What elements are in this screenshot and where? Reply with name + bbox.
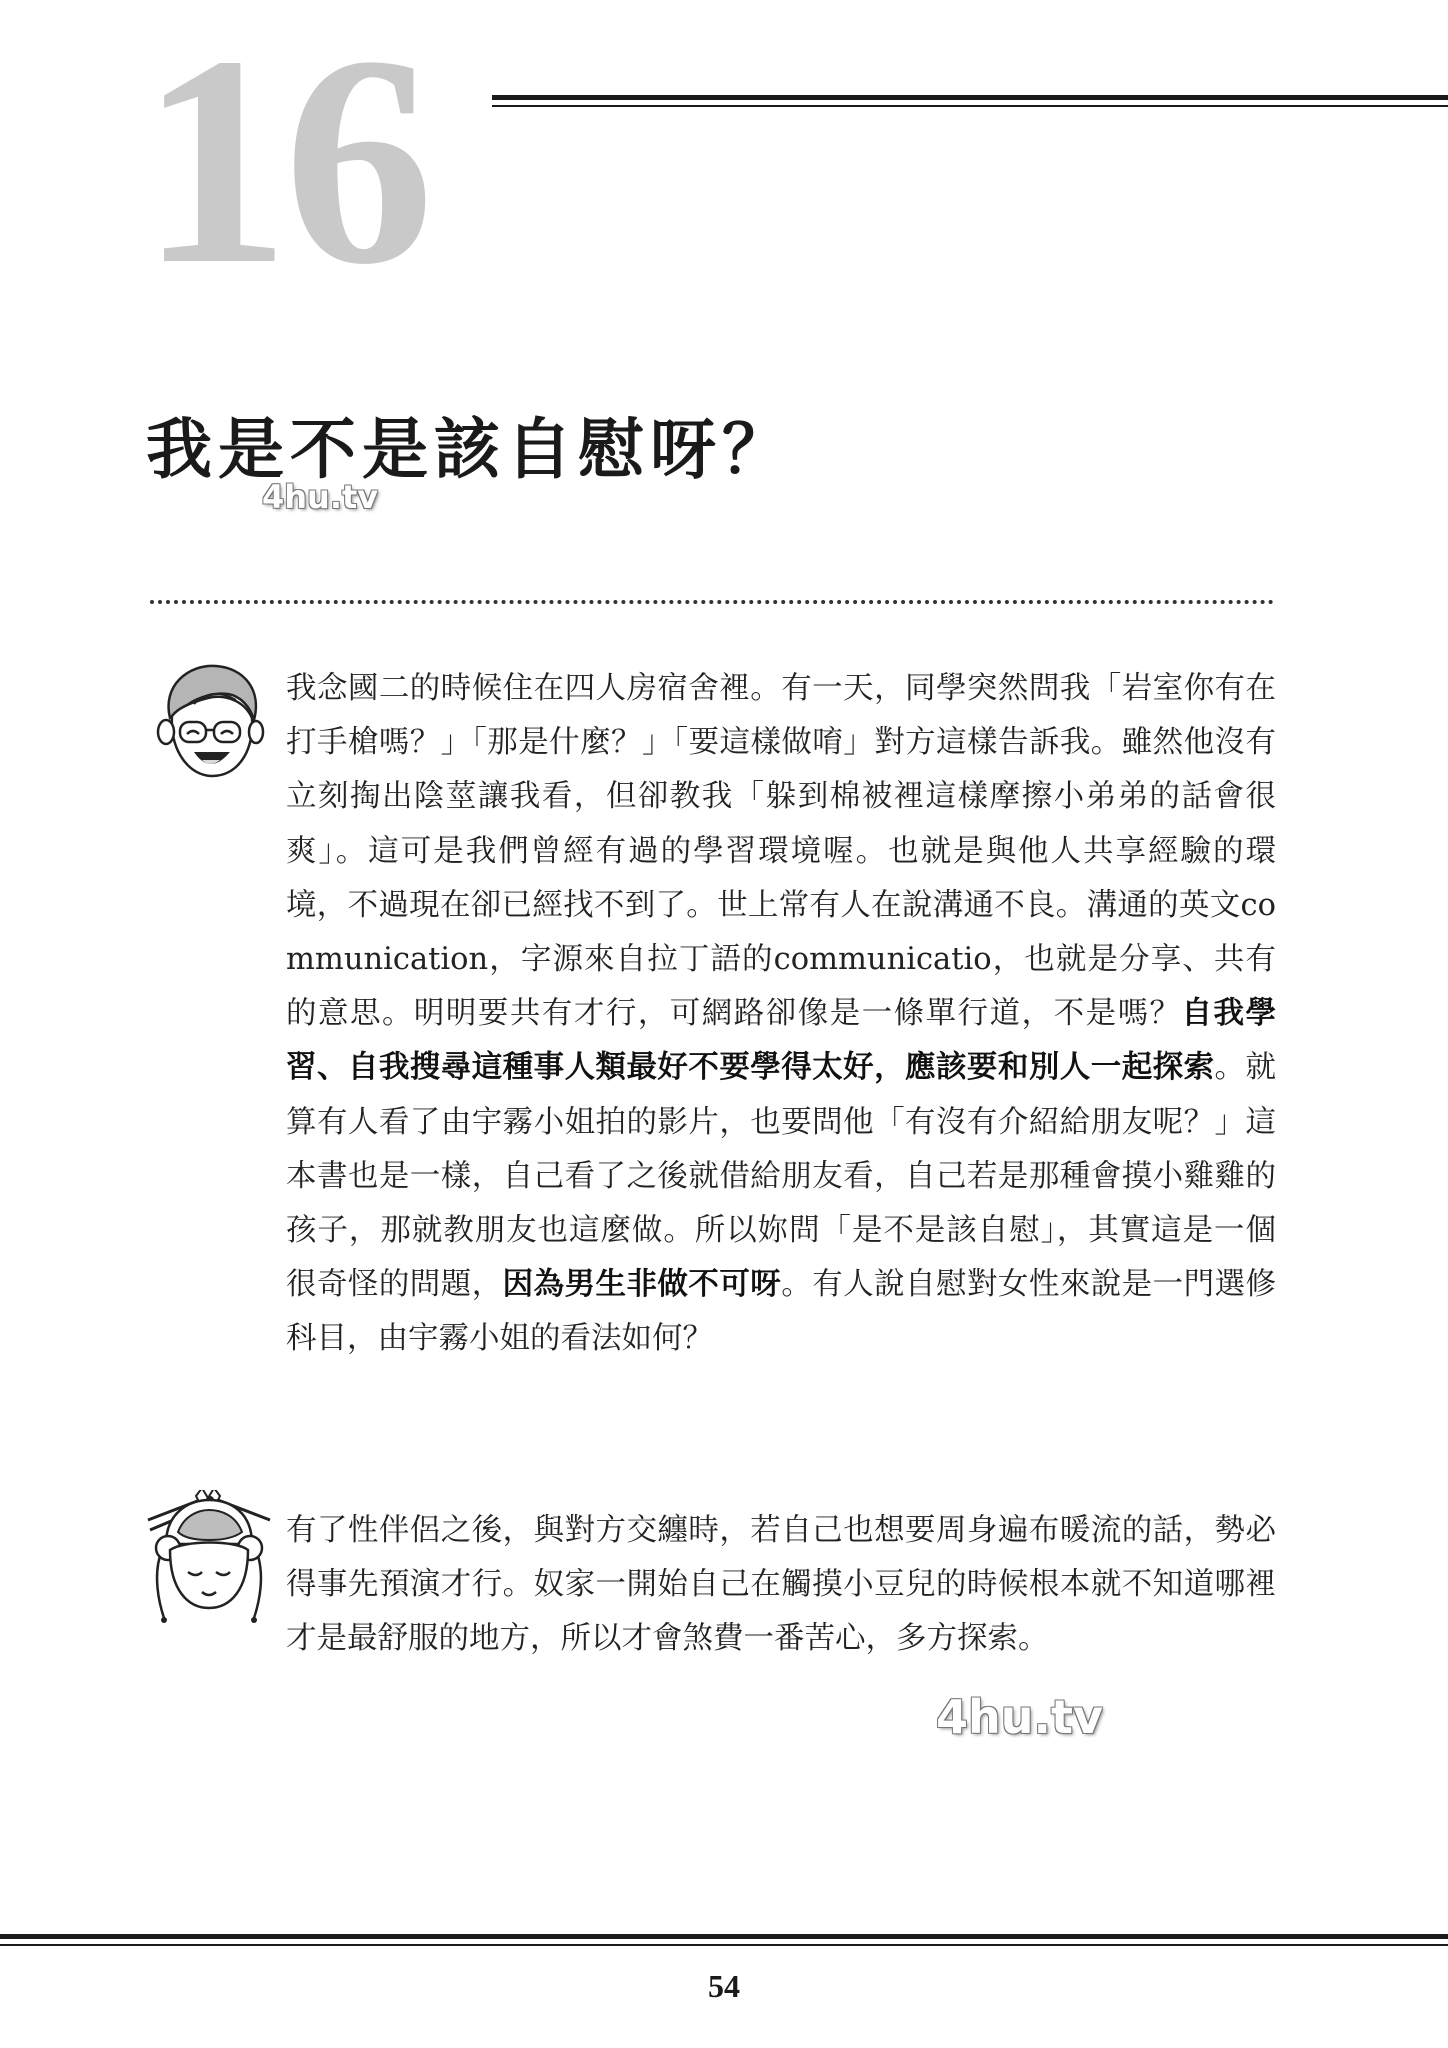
- man-with-glasses-avatar-icon: [152, 656, 270, 786]
- page-number: 54: [708, 1968, 740, 2004]
- watermark: 4hu.tv: [936, 1690, 1103, 1744]
- paragraph-man: [286, 662, 1276, 1367]
- footer-double-rule: [0, 1934, 1448, 1948]
- chapter-number: 16: [140, 0, 428, 326]
- chapter-title: 我是不是該自慰呀？: [146, 411, 794, 488]
- paragraph-text: 。有人說自慰對女性來說是一門選修科目，由宇霧小姐的看法如何？: [286, 1267, 1277, 1357]
- watermark: 4hu.tv: [262, 478, 379, 516]
- emphasis-text: 自我學習、自我搜尋這種事人類最好不要學得太好，應該要和別人一起探索: [286, 996, 1277, 1086]
- header-double-rule: [492, 95, 1448, 111]
- emphasis-text: 因為男生非做不可呀: [502, 1267, 782, 1303]
- paragraph-text: 。就算有人看了由宇霧小姐拍的影片，也要問他「有沒有介紹給朋友呢？」這本書也是一樣，自己看了之後就借給朋友看，自己若是那種會摸小雞雞的孩子，那就教朋友也這麼做。所以妳問「是不是該自慰」，其實這是一個很奇怪的問題，: [286, 1050, 1276, 1303]
- paragraph-woman: 有了性伴侶之後，與對方交纏時，若自己也想要周身遍布暖流的話，勢必得事先預演才行。奴家一開始自己在觸摸小豆兒的時候根本就不知道哪裡才是最舒服的地方，所以才會煞費一番苦心，多方探索。: [286, 1513, 1276, 1657]
- paragraph-text: 我念國二的時候住在四人房宿舍裡。有一天，同學突然問我「岩室你有在打手槍嗎？」「那是什麼？」「要這樣做唷」對方這樣告訴我。雖然他沒有立刻掏出陰莖讓我看，但卻教我「躲到棉被裡這樣摩擦小弟弟的話會很爽」。這可是我們曾經有過的學習環境喔。也就是與他人共享經驗的環境，不過現在卻已經找不到了。世上常有人在說溝通不良。溝通的英文communication，字源來自拉丁語的communicatio，也就是分享、共有的意思。明明要共有才行，可網路卻像是一條單行道，不是嗎？: [286, 671, 1276, 1032]
- dotted-divider: [150, 600, 1274, 604]
- woman-with-hair-ornaments-avatar-icon: [144, 1490, 274, 1624]
